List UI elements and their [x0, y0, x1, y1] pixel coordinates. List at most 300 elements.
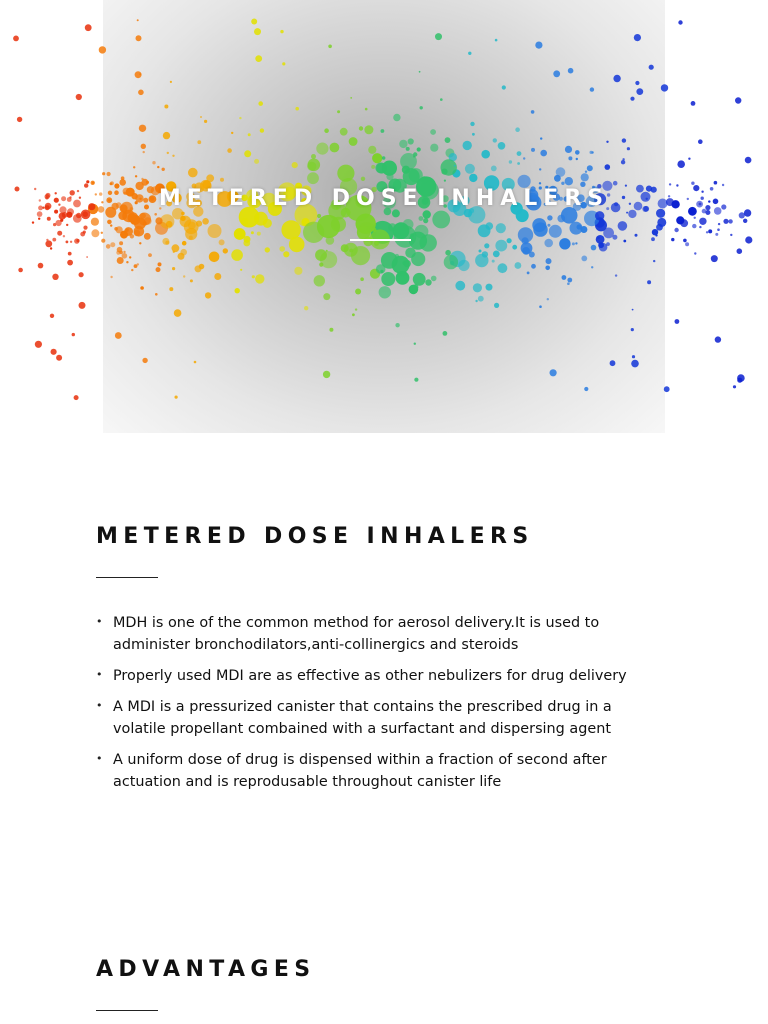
splash-drop [634, 34, 641, 41]
splash-drop [72, 333, 75, 336]
splash-drop [220, 178, 224, 182]
splash-drop [140, 286, 144, 290]
splash-drop [599, 243, 608, 252]
splash-drop [86, 180, 89, 183]
splash-drop [470, 122, 474, 126]
splash-drop [516, 209, 529, 222]
splash-drop [606, 141, 608, 143]
splash-drop [632, 355, 635, 358]
splash-drop [364, 125, 373, 134]
splash-drop [715, 336, 721, 342]
bullet-text: MDH is one of the common method for aerosol delivery.It is used to administer bronchodilators,anti-collinergics and steroids [113, 615, 600, 653]
splash-drop [197, 140, 201, 144]
splash-drop [254, 28, 261, 35]
splash-drop [283, 251, 289, 257]
splash-drop [85, 24, 92, 31]
splash-drop [631, 360, 639, 368]
splash-drop [231, 249, 243, 261]
splash-drop [714, 181, 718, 185]
splash-drop [567, 282, 570, 285]
splash-drop [468, 52, 471, 55]
splash-drop [129, 256, 131, 258]
splash-drop [67, 260, 73, 266]
splash-drop [57, 231, 62, 236]
splash-drop [432, 211, 450, 229]
splash-drop [420, 234, 437, 251]
bullet-text: A uniform dose of drug is dispensed within a fraction of second after actuation and is reprodusable throughout canister life [113, 752, 607, 790]
bullet-text: Properly used MDI are as effective as other nebulizers for drug delivery [113, 668, 627, 684]
splash-drop [419, 71, 421, 73]
bullet-item [96, 665, 636, 687]
splash-drop [430, 144, 438, 152]
splash-drop [80, 232, 85, 237]
splash-drop [613, 181, 618, 186]
splash-drop [605, 164, 611, 170]
splash-drop [106, 244, 111, 249]
splash-drop [139, 73, 141, 75]
section-title-underline [96, 1010, 158, 1011]
splash-drop [587, 165, 593, 171]
splash-drop [17, 117, 22, 122]
splash-drop [254, 159, 259, 164]
splash-drop [355, 289, 361, 295]
splash-drop [626, 212, 628, 214]
title-slide [0, 0, 768, 433]
splash-drop [209, 251, 220, 262]
splash-drop [430, 129, 436, 135]
splash-drop [79, 302, 86, 309]
splash-drop [188, 168, 198, 178]
splash-drop [413, 284, 419, 290]
bullet-text: A MDI is a pressurized canister that contains the prescribed drug in a volatile propellant combained with a surfactant and dispersing agent [113, 699, 612, 737]
splash-drop [591, 266, 593, 268]
splash-drop [379, 286, 391, 298]
splash-drop [632, 309, 634, 311]
splash-drop [355, 308, 357, 310]
splash-drop [562, 275, 567, 280]
splash-drop [157, 166, 159, 168]
splash-drop [134, 230, 141, 237]
splash-drop [315, 249, 327, 261]
splash-drop [311, 154, 316, 159]
splash-drop [440, 98, 443, 101]
splash-drop [107, 220, 112, 225]
splash-drop [45, 240, 52, 247]
splash-drop [324, 128, 329, 133]
splash-drop [360, 277, 364, 281]
splash-drop [116, 251, 120, 255]
splash-drop [231, 132, 233, 134]
splash-drop [545, 266, 550, 271]
splash-drop [465, 164, 475, 174]
splash-drop [359, 126, 363, 130]
splash-drop [622, 138, 626, 142]
splash-drop [699, 218, 706, 225]
splash-drop [647, 280, 651, 284]
splash-drop [227, 148, 232, 153]
splash-drop [337, 165, 354, 182]
splash-drop [745, 236, 752, 243]
splash-drop [455, 281, 465, 291]
splash-drop [484, 243, 489, 248]
splash-drop [615, 274, 617, 276]
splash-drop [576, 158, 578, 160]
splash-drop [708, 229, 712, 233]
splash-drop [723, 219, 728, 224]
splash-drop [83, 226, 87, 230]
splash-drop [126, 261, 128, 263]
splash-drop [307, 172, 319, 184]
splash-drop [244, 150, 251, 157]
splash-drop [381, 129, 385, 133]
splash-drop [445, 250, 451, 256]
splash-drop [730, 234, 732, 236]
splash-drop [319, 263, 323, 267]
splash-drop [590, 151, 593, 154]
splash-drop [66, 241, 69, 244]
splash-drop [102, 172, 105, 175]
splash-drop [539, 182, 541, 184]
splash-drop [50, 247, 52, 249]
splash-drop [478, 296, 484, 302]
splash-drop [128, 214, 137, 223]
splash-drop [204, 120, 207, 123]
splash-drop [435, 33, 442, 40]
splash-drop [265, 247, 270, 252]
splash-drop [86, 256, 88, 258]
splash-drop [568, 68, 574, 74]
splash-drop [368, 146, 376, 154]
splash-drop [473, 283, 482, 292]
splash-drop [32, 221, 34, 223]
splash-drop [565, 177, 573, 185]
splash-drop [486, 222, 494, 230]
splash-drop [173, 251, 175, 253]
splash-drop [441, 169, 447, 175]
splash-drop [547, 215, 552, 220]
splash-drop [575, 150, 580, 155]
bullet-item [96, 749, 636, 793]
splash-drop [717, 228, 720, 231]
splash-drop [521, 242, 533, 254]
splash-drop [92, 182, 94, 184]
splash-drop [341, 244, 349, 252]
splash-drop [535, 42, 542, 49]
splash-drop [56, 355, 62, 361]
splash-drop [142, 358, 147, 363]
splash-drop [417, 147, 421, 151]
splash-drop [623, 240, 626, 243]
splash-drop [699, 226, 701, 228]
splash-drop [162, 168, 165, 171]
splash-drop [496, 223, 506, 233]
splash-drop [141, 144, 146, 149]
splash-drop [68, 252, 72, 256]
splash-drop [596, 235, 605, 244]
bullet-dot-icon: • [96, 668, 103, 681]
splash-drop [155, 293, 158, 296]
splash-drop [172, 267, 175, 270]
splash-drop [349, 137, 358, 146]
splash-drop [675, 319, 680, 324]
splash-drop [414, 378, 418, 382]
splash-drop [688, 158, 690, 160]
splash-drop [706, 231, 708, 233]
bullet-item [96, 612, 636, 656]
splash-drop [568, 156, 572, 160]
splash-drop [349, 249, 353, 253]
splash-drop [251, 231, 254, 234]
splash-drop [382, 161, 397, 176]
splash-drop [372, 153, 382, 163]
bullet-dot-icon: • [96, 699, 103, 712]
splash-drop [393, 114, 400, 121]
splash-drop [420, 106, 423, 109]
splash-drop [133, 166, 135, 168]
splash-drop [649, 65, 654, 70]
splash-drop [413, 273, 426, 286]
splash-drop [280, 30, 283, 33]
splash-drop [410, 234, 414, 238]
splash-drop [613, 75, 620, 82]
splash-drop [463, 141, 472, 150]
splash-drop [653, 260, 655, 262]
splash-drop [553, 70, 560, 77]
bullet-dot-icon: • [96, 615, 103, 628]
splash-drop [454, 165, 456, 167]
splash-drop [425, 279, 431, 285]
splash-drop [169, 287, 173, 291]
section-title-underline [96, 577, 158, 578]
splash-drop [406, 147, 410, 151]
splash-drop [114, 227, 118, 231]
hero-title-underline [350, 239, 411, 241]
splash-drop [18, 268, 23, 273]
splash-drop [123, 251, 125, 253]
splash-drop [423, 210, 431, 218]
splash-drop [475, 300, 477, 302]
splash-drop [130, 234, 134, 238]
splash-drop [443, 331, 448, 336]
splash-drop [652, 229, 658, 235]
splash-drop [685, 242, 689, 246]
splash-drop [76, 94, 82, 100]
splash-drop [694, 217, 696, 219]
splash-drop [674, 228, 678, 232]
splash-drop [694, 252, 696, 254]
splash-drop [101, 239, 105, 243]
splash-drop [120, 231, 128, 239]
splash-drop [515, 262, 522, 269]
splash-drop [182, 241, 187, 246]
splash-drop [515, 127, 520, 132]
splash-drop [444, 180, 446, 182]
splash-drop [718, 223, 720, 225]
splash-drop [59, 213, 66, 220]
bullet-dot-icon: • [96, 752, 103, 765]
splash-drop [635, 81, 639, 85]
splash-drop [737, 378, 742, 383]
splash-drop [244, 236, 251, 243]
splash-drop [396, 271, 410, 285]
splash-drop [317, 214, 321, 218]
splash-drop [38, 263, 44, 269]
splash-drop [172, 155, 174, 157]
splash-drop [156, 267, 161, 272]
splash-drop [419, 216, 424, 221]
splash-drop [733, 385, 736, 388]
splash-drop [119, 241, 123, 245]
splash-drop [137, 263, 139, 265]
section-title-advantages: ADVANTAGES [96, 957, 316, 982]
splash-drop [481, 150, 490, 159]
splash-drop [636, 88, 643, 95]
splash-drop [572, 242, 575, 245]
splash-drop [735, 97, 741, 103]
splash-drop [35, 341, 42, 348]
splash-drop [523, 157, 525, 159]
splash-drop [13, 36, 19, 42]
splash-drop [512, 245, 517, 250]
splash-drop [527, 272, 530, 275]
splash-drop [692, 224, 696, 228]
splash-drop [340, 128, 348, 136]
splash-drop [502, 85, 506, 89]
splash-drop [52, 238, 56, 242]
splash-drop [581, 256, 587, 262]
splash-drop [117, 257, 124, 264]
splash-drop [163, 132, 170, 139]
splash-drop [137, 19, 139, 21]
splash-drop [509, 160, 512, 163]
splash-drop [110, 276, 112, 278]
splash-drop [492, 260, 495, 263]
splash-drop [37, 211, 43, 217]
splash-drop [532, 218, 546, 232]
splash-drop [258, 101, 263, 106]
splash-drop [79, 272, 84, 277]
splash-drop [51, 349, 57, 355]
splash-drop [323, 371, 330, 378]
splash-drop [294, 267, 302, 275]
splash-drop [621, 160, 625, 164]
splash-drop [122, 253, 128, 259]
splash-drop [223, 248, 228, 253]
splash-drop [539, 168, 541, 170]
splash-drop [330, 143, 340, 153]
splash-drop [507, 238, 512, 243]
splash-drop [47, 217, 51, 221]
splash-drop [479, 250, 482, 253]
splash-drop [141, 179, 148, 186]
splash-drop [618, 221, 628, 231]
splash-drop [139, 125, 146, 132]
splash-drop [194, 361, 197, 364]
splash-drop [408, 138, 414, 144]
splash-drop [172, 244, 180, 252]
splash-drop [257, 232, 261, 236]
splash-drop [423, 218, 428, 223]
splash-drop [351, 246, 370, 265]
splash-drop [671, 238, 674, 241]
splash-drop [323, 293, 330, 300]
splash-drop [491, 166, 497, 172]
splash-drop [678, 20, 682, 24]
splash-drop [567, 278, 572, 283]
splash-drop [371, 165, 375, 169]
splash-drop [698, 139, 703, 144]
splash-drop [240, 269, 242, 271]
splash-drop [202, 218, 209, 225]
splash-drop [175, 396, 178, 399]
splash-drop [414, 343, 416, 345]
splash-drop [577, 224, 582, 229]
splash-drop [63, 235, 65, 237]
splash-drop [91, 229, 99, 237]
splash-drop [107, 172, 111, 176]
splash-drop [304, 306, 308, 310]
splash-drop [337, 110, 340, 113]
splash-drop [143, 151, 145, 153]
splash-drop [610, 360, 616, 366]
splash-drop [651, 237, 655, 241]
splash-drop [254, 212, 268, 226]
splash-drop [656, 224, 663, 231]
splash-drop [144, 217, 152, 225]
splash-drop [252, 275, 255, 278]
splash-drop [200, 116, 202, 118]
paint-splash-icon [0, 0, 768, 433]
splash-drop [591, 245, 597, 251]
splash-drop [498, 142, 506, 150]
splash-drop [110, 224, 112, 226]
splash-drop [56, 220, 62, 226]
splash-drop [38, 218, 40, 220]
splash-drop [279, 246, 285, 252]
splash-drop [208, 224, 222, 238]
splash-drop [121, 176, 125, 180]
splash-drop [381, 272, 395, 286]
splash-drop [170, 81, 172, 83]
splash-drop [544, 239, 553, 248]
splash-drop [691, 182, 694, 185]
splash-drop [66, 224, 68, 226]
splash-drop [631, 328, 634, 331]
splash-drop [745, 157, 752, 164]
splash-drop [248, 133, 251, 136]
splash-drop [590, 87, 594, 91]
splash-drop [421, 176, 428, 183]
splash-drop [683, 239, 687, 243]
splash-drop [595, 211, 604, 220]
splash-drop [255, 274, 264, 283]
splash-drop [110, 242, 115, 247]
splash-drop [181, 212, 185, 216]
splash-drop [365, 108, 368, 111]
splash-drop [382, 156, 386, 160]
splash-drop [409, 168, 423, 182]
splash-drop [581, 173, 589, 181]
splash-drop [292, 162, 298, 168]
splash-drop [190, 279, 193, 282]
splash-drop [239, 117, 241, 119]
splash-drop [495, 240, 507, 252]
splash-drop [361, 177, 365, 181]
splash-drop [289, 237, 305, 253]
splash-drop [495, 39, 498, 42]
splash-drop [405, 248, 415, 258]
splash-drop [110, 182, 113, 185]
